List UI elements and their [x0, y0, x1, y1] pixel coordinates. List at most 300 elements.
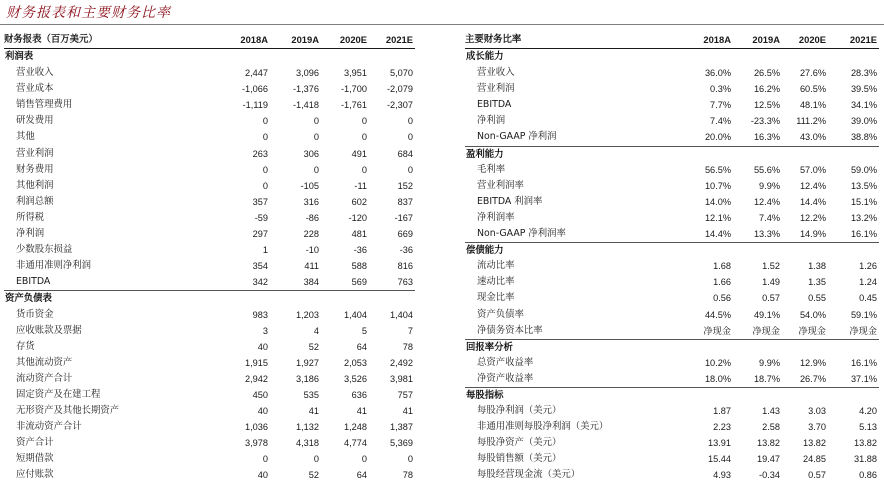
row-label: 存货	[16, 340, 35, 352]
table-cell: -36	[399, 245, 413, 256]
table-cell: 1,915	[245, 357, 268, 368]
table-cell: 16.1%	[850, 357, 877, 368]
table-cell: 0	[407, 164, 413, 175]
table-cell: 27.6%	[799, 68, 826, 79]
table-cell: 26.5%	[753, 68, 780, 79]
table-cell: 0	[361, 116, 367, 127]
table-cell: -167	[394, 212, 413, 223]
table-cell: 56.5%	[704, 164, 731, 175]
table-cell: 15.44	[708, 454, 731, 465]
table-row	[4, 419, 415, 435]
table-cell: 13.82	[803, 438, 826, 449]
table-cell: 0	[313, 164, 319, 175]
table-cell: -1,376	[292, 84, 319, 95]
table-cell: 357	[252, 196, 268, 207]
table-cell: 0.86	[859, 470, 877, 481]
table-row	[465, 81, 879, 97]
table-cell: 0.57	[762, 293, 780, 304]
row-label: EBITDA	[477, 99, 512, 111]
table-row	[4, 371, 415, 387]
table-cell: 52	[308, 341, 319, 352]
table-cell: 64	[356, 341, 367, 352]
table-cell: -1,066	[241, 84, 268, 95]
table-cell: 1	[262, 245, 268, 256]
table-cell: 763	[397, 277, 413, 288]
table-cell: 3,978	[245, 438, 268, 449]
table-cell: 15.1%	[850, 196, 877, 207]
row-label: Non-GAAP 净利润率	[477, 228, 566, 240]
table-cell: 297	[252, 229, 268, 240]
table-cell: 净现金	[752, 325, 780, 336]
table-cell: 41	[308, 406, 319, 417]
table-cell: 0	[262, 180, 268, 191]
table-cell: -120	[348, 212, 367, 223]
table-row	[465, 129, 879, 145]
table-cell: 1,404	[344, 309, 367, 320]
section-label: 资产负债表	[5, 293, 52, 305]
table-cell: 57.0%	[799, 164, 826, 175]
table-cell: 602	[351, 196, 367, 207]
table-row	[465, 258, 879, 274]
table-cell: 4,318	[296, 438, 319, 449]
table-cell: 52	[308, 470, 319, 481]
table-cell: 13.82	[854, 438, 877, 449]
table-cell: 1.52	[762, 261, 780, 272]
table-row	[4, 435, 415, 451]
table-cell: -1,418	[292, 100, 319, 111]
table-cell: 14.4%	[704, 229, 731, 240]
table-title: 主要财务比率	[465, 34, 522, 45]
table-cell: 48.1%	[799, 100, 826, 111]
financial-ratios-table	[465, 32, 879, 484]
table-cell: 43.0%	[799, 132, 826, 143]
table-cell: 26.7%	[799, 373, 826, 384]
table-cell: 14.0%	[704, 196, 731, 207]
table-cell: -0.34	[759, 470, 780, 481]
table-cell: 111.2%	[796, 116, 826, 127]
row-label: 应付账款	[16, 469, 54, 481]
table-cell: 7.4%	[710, 116, 731, 127]
table-cell: 7.7%	[710, 100, 731, 111]
table-cell: -10	[305, 245, 319, 256]
table-row	[4, 451, 415, 467]
row-label: 固定资产及在建工程	[16, 388, 101, 400]
table-cell: 263	[252, 148, 268, 159]
table-row	[465, 226, 879, 242]
row-label: 营业利润	[16, 147, 54, 159]
row-label: 销售管理费用	[16, 99, 73, 111]
table-row	[4, 81, 415, 97]
table-cell: 816	[397, 261, 413, 272]
row-label: 少数股东损益	[16, 244, 73, 256]
table-cell: 684	[397, 148, 413, 159]
table-cell: 78	[402, 341, 413, 352]
table-cell: 5,070	[390, 68, 413, 79]
row-label: 其他流动资产	[16, 356, 73, 368]
table-cell: -2,079	[386, 84, 413, 95]
table-cell: 18.7%	[753, 373, 780, 384]
row-label: 财务费用	[16, 163, 54, 175]
section-heading	[465, 49, 879, 65]
row-label: 资产合计	[16, 437, 54, 449]
table-cell: -36	[353, 245, 367, 256]
table-header	[465, 32, 879, 49]
table-cell: 1.68	[713, 261, 731, 272]
table-cell: 1,203	[296, 309, 319, 320]
row-label: EBITDA	[16, 276, 51, 288]
table-cell: 55.6%	[753, 164, 780, 175]
row-label: 其他利润	[16, 179, 54, 191]
table-cell: 354	[252, 261, 268, 272]
table-cell: 40	[257, 470, 268, 481]
table-title: 财务报表（百万美元）	[4, 34, 98, 45]
row-label: 每股经营现金流（美元）	[477, 469, 581, 481]
table-cell: 54.0%	[799, 309, 826, 320]
table-cell: 4.20	[859, 406, 877, 417]
table-cell: 3.03	[808, 406, 826, 417]
financial-statements-table	[4, 32, 415, 484]
year-column-header: 2020E	[798, 34, 826, 45]
row-label: 营业利润率	[477, 179, 524, 191]
table-cell: 1,927	[296, 357, 319, 368]
table-row	[4, 355, 415, 371]
table-cell: 14.4%	[799, 196, 826, 207]
table-cell: 13.82	[757, 438, 780, 449]
table-cell: 78	[402, 470, 413, 481]
section-label: 盈利能力	[466, 148, 504, 160]
table-cell: 2,053	[344, 357, 367, 368]
table-cell: 59.0%	[850, 164, 877, 175]
table-cell: 3,951	[344, 68, 367, 79]
year-column-header: 2021E	[385, 34, 413, 45]
table-cell: 636	[351, 389, 367, 400]
table-cell: 净现金	[798, 325, 826, 336]
table-cell: 1.38	[808, 261, 826, 272]
table-cell: -1,700	[340, 84, 367, 95]
row-label: 净资产收益率	[477, 372, 534, 384]
table-cell: 28.3%	[850, 68, 877, 79]
row-label: 总资产收益率	[477, 356, 534, 368]
row-label: 所得税	[16, 211, 45, 223]
page-title: 财务报表和主要财务比率	[6, 5, 171, 21]
table-cell: 41	[402, 406, 413, 417]
table-cell: 1.26	[859, 261, 877, 272]
table-row	[4, 65, 415, 81]
table-cell: 0	[407, 116, 413, 127]
table-row	[4, 387, 415, 403]
table-cell: 3,096	[296, 68, 319, 79]
table-cell: 40	[257, 406, 268, 417]
table-cell: 3.70	[808, 422, 826, 433]
table-cell: 13.5%	[850, 180, 877, 191]
year-column-header: 2019A	[291, 34, 319, 45]
row-label: 净债务资本比率	[477, 324, 543, 336]
table-cell: -86	[305, 212, 319, 223]
table-cell: 12.9%	[799, 357, 826, 368]
table-row	[4, 274, 415, 290]
table-cell: 669	[397, 229, 413, 240]
table-cell: -1,119	[242, 100, 268, 111]
table-cell: 450	[252, 389, 268, 400]
table-row	[4, 307, 415, 323]
table-cell: 39.0%	[850, 116, 877, 127]
table-row	[465, 194, 879, 210]
table-row	[465, 65, 879, 81]
table-cell: 2.23	[713, 422, 731, 433]
row-label: 资产负债率	[477, 308, 524, 320]
table-cell: 12.4%	[799, 180, 826, 191]
table-row	[4, 113, 415, 129]
table-cell: 1,248	[344, 422, 367, 433]
table-row	[4, 323, 415, 339]
row-label: 每股净资产（美元）	[477, 437, 562, 449]
section-heading	[465, 387, 879, 403]
table-cell: 34.1%	[850, 100, 877, 111]
table-cell: 837	[397, 196, 413, 207]
table-row	[4, 194, 415, 210]
table-row	[465, 323, 879, 339]
table-row	[465, 210, 879, 226]
table-row	[465, 274, 879, 290]
table-cell: 2.58	[762, 422, 780, 433]
row-label: 非通用准则净利润	[16, 260, 92, 272]
table-cell: 491	[351, 148, 367, 159]
table-cell: 净现金	[849, 325, 877, 336]
section-heading	[465, 146, 879, 162]
table-cell: 10.2%	[704, 357, 731, 368]
table-cell: 9.9%	[759, 180, 780, 191]
table-cell: 13.3%	[753, 229, 780, 240]
table-header	[4, 32, 415, 49]
year-column-header: 2021E	[849, 34, 877, 45]
table-cell: 20.0%	[704, 132, 731, 143]
table-cell: 净现金	[703, 325, 731, 336]
section-label: 回报率分析	[466, 341, 513, 353]
table-cell: 0	[361, 454, 367, 465]
table-row	[4, 242, 415, 258]
section-label: 成长能力	[466, 51, 504, 62]
row-label: 非通用准则每股净利润（美元）	[477, 421, 609, 433]
table-cell: 19.47	[757, 454, 780, 465]
table-row	[465, 97, 879, 113]
year-column-header: 2019A	[752, 34, 780, 45]
table-cell: 1,387	[390, 422, 413, 433]
table-cell: 535	[303, 389, 319, 400]
table-cell: 1.87	[713, 406, 731, 417]
table-cell: -1,761	[340, 100, 367, 111]
table-row	[4, 258, 415, 274]
table-cell: 411	[304, 261, 319, 272]
table-cell: 4.93	[713, 470, 731, 481]
table-cell: 40	[257, 341, 268, 352]
table-cell: 5,369	[390, 438, 413, 449]
section-heading	[4, 290, 415, 306]
table-cell: 9.9%	[759, 357, 780, 368]
table-cell: 316	[303, 196, 319, 207]
row-label: Non-GAAP 净利润	[477, 131, 557, 143]
row-label: 现金比率	[477, 292, 515, 304]
table-cell: 1,404	[390, 309, 413, 320]
table-row	[4, 403, 415, 419]
table-row	[4, 210, 415, 226]
row-label: 无形资产及其他长期资产	[16, 405, 120, 417]
table-cell: 481	[351, 229, 367, 240]
table-cell: 3,186	[296, 373, 319, 384]
table-cell: 569	[351, 277, 367, 288]
table-cell: 7	[407, 325, 413, 336]
table-cell: 64	[356, 470, 367, 481]
table-cell: 5	[361, 325, 367, 336]
row-label: 短期借款	[16, 453, 54, 465]
table-cell: 1.35	[808, 277, 826, 288]
table-cell: 1,036	[245, 422, 268, 433]
table-row	[4, 467, 415, 483]
title-divider	[0, 24, 884, 25]
table-row	[4, 162, 415, 178]
row-label: 研发费用	[16, 115, 54, 127]
table-cell: 31.88	[854, 454, 877, 465]
table-cell: 4	[313, 325, 319, 336]
table-cell: 16.2%	[753, 84, 780, 95]
table-cell: 44.5%	[704, 309, 731, 320]
table-cell: 0	[262, 116, 268, 127]
table-row	[465, 178, 879, 194]
row-label: EBITDA 利润率	[477, 195, 543, 207]
table-row	[465, 451, 879, 467]
row-label: 每股销售额（美元）	[477, 453, 562, 465]
table-cell: 384	[303, 277, 319, 288]
table-cell: 0	[361, 132, 367, 143]
table-cell: 228	[303, 229, 319, 240]
table-row	[465, 307, 879, 323]
row-label: 流动资产合计	[16, 372, 73, 384]
table-cell: 7.4%	[759, 212, 780, 223]
table-row	[4, 97, 415, 113]
table-row	[465, 162, 879, 178]
table-row	[465, 467, 879, 483]
table-cell: 1,132	[296, 422, 319, 433]
row-label: 货币资金	[16, 308, 54, 320]
table-cell: 38.8%	[850, 132, 877, 143]
table-cell: 4,774	[344, 438, 367, 449]
table-row	[465, 371, 879, 387]
table-cell: 3,981	[390, 373, 413, 384]
table-cell: 13.2%	[850, 212, 877, 223]
table-cell: -11	[354, 180, 367, 191]
table-row	[465, 290, 879, 306]
section-heading	[4, 49, 415, 65]
table-cell: 1.66	[713, 277, 731, 288]
table-cell: 36.0%	[704, 68, 731, 79]
table-cell: 0	[313, 132, 319, 143]
table-cell: 3	[262, 325, 268, 336]
row-label: 毛利率	[477, 163, 506, 175]
table-cell: 13.91	[708, 438, 731, 449]
table-cell: 152	[397, 180, 413, 191]
table-cell: 39.5%	[850, 84, 877, 95]
row-label: 利润总额	[16, 195, 54, 207]
table-cell: 0.45	[859, 293, 877, 304]
table-cell: 0	[361, 164, 367, 175]
table-cell: 0	[407, 132, 413, 143]
row-label: 净利润	[477, 115, 506, 127]
table-cell: 2,942	[245, 373, 268, 384]
table-cell: 1.24	[859, 277, 877, 288]
table-cell: 1.49	[762, 277, 780, 288]
row-label: 营业利润	[477, 83, 515, 95]
table-cell: 0	[313, 116, 319, 127]
section-heading	[465, 242, 879, 258]
table-row	[465, 113, 879, 129]
section-label: 偿债能力	[466, 245, 504, 257]
table-cell: 60.5%	[799, 84, 826, 95]
table-cell: 0	[407, 454, 413, 465]
table-row	[465, 419, 879, 435]
table-cell: 0.55	[808, 293, 826, 304]
table-cell: 0.3%	[710, 84, 731, 95]
table-row	[4, 129, 415, 145]
table-cell: 12.4%	[753, 196, 780, 207]
table-cell: -2,307	[386, 100, 413, 111]
row-label: 流动比率	[477, 260, 515, 272]
table-cell: 12.1%	[704, 212, 731, 223]
table-cell: 18.0%	[704, 373, 731, 384]
table-cell: 0	[262, 132, 268, 143]
year-column-header: 2020E	[339, 34, 367, 45]
table-row	[465, 403, 879, 419]
table-cell: 14.9%	[799, 229, 826, 240]
table-cell: 983	[252, 309, 268, 320]
section-label: 利润表	[5, 51, 34, 62]
section-heading	[465, 339, 879, 355]
table-cell: 2,492	[390, 357, 413, 368]
table-cell: 342	[252, 277, 268, 288]
table-cell: 12.2%	[799, 212, 826, 223]
table-cell: 41	[356, 406, 367, 417]
table-cell: 10.7%	[704, 180, 731, 191]
row-label: 净利润率	[477, 211, 515, 223]
row-label: 营业成本	[16, 83, 54, 95]
year-column-header: 2018A	[240, 34, 268, 45]
row-label: 非流动资产合计	[16, 421, 82, 433]
table-cell: 0.57	[808, 470, 826, 481]
row-label: 速动比率	[477, 276, 515, 288]
row-label: 应收账款及票据	[16, 324, 82, 336]
year-column-header: 2018A	[703, 34, 731, 45]
table-cell: 24.85	[803, 454, 826, 465]
row-label: 营业收入	[16, 67, 54, 79]
table-cell: -105	[300, 180, 319, 191]
table-cell: -59	[254, 212, 268, 223]
table-cell: 0.56	[713, 293, 731, 304]
table-row	[465, 435, 879, 451]
table-cell: 0	[262, 454, 268, 465]
table-cell: 37.1%	[850, 373, 877, 384]
table-cell: 59.1%	[850, 309, 877, 320]
table-row	[4, 339, 415, 355]
table-cell: 12.5%	[753, 100, 780, 111]
table-row	[4, 146, 415, 162]
table-cell: 16.1%	[850, 229, 877, 240]
row-label: 营业收入	[477, 67, 515, 79]
table-cell: -23.3%	[750, 116, 780, 127]
table-row	[4, 226, 415, 242]
row-label: 其他	[16, 131, 35, 143]
table-cell: 0	[262, 164, 268, 175]
table-cell: 5.13	[859, 422, 877, 433]
section-label: 每股指标	[466, 389, 504, 401]
table-cell: 1.43	[762, 406, 780, 417]
